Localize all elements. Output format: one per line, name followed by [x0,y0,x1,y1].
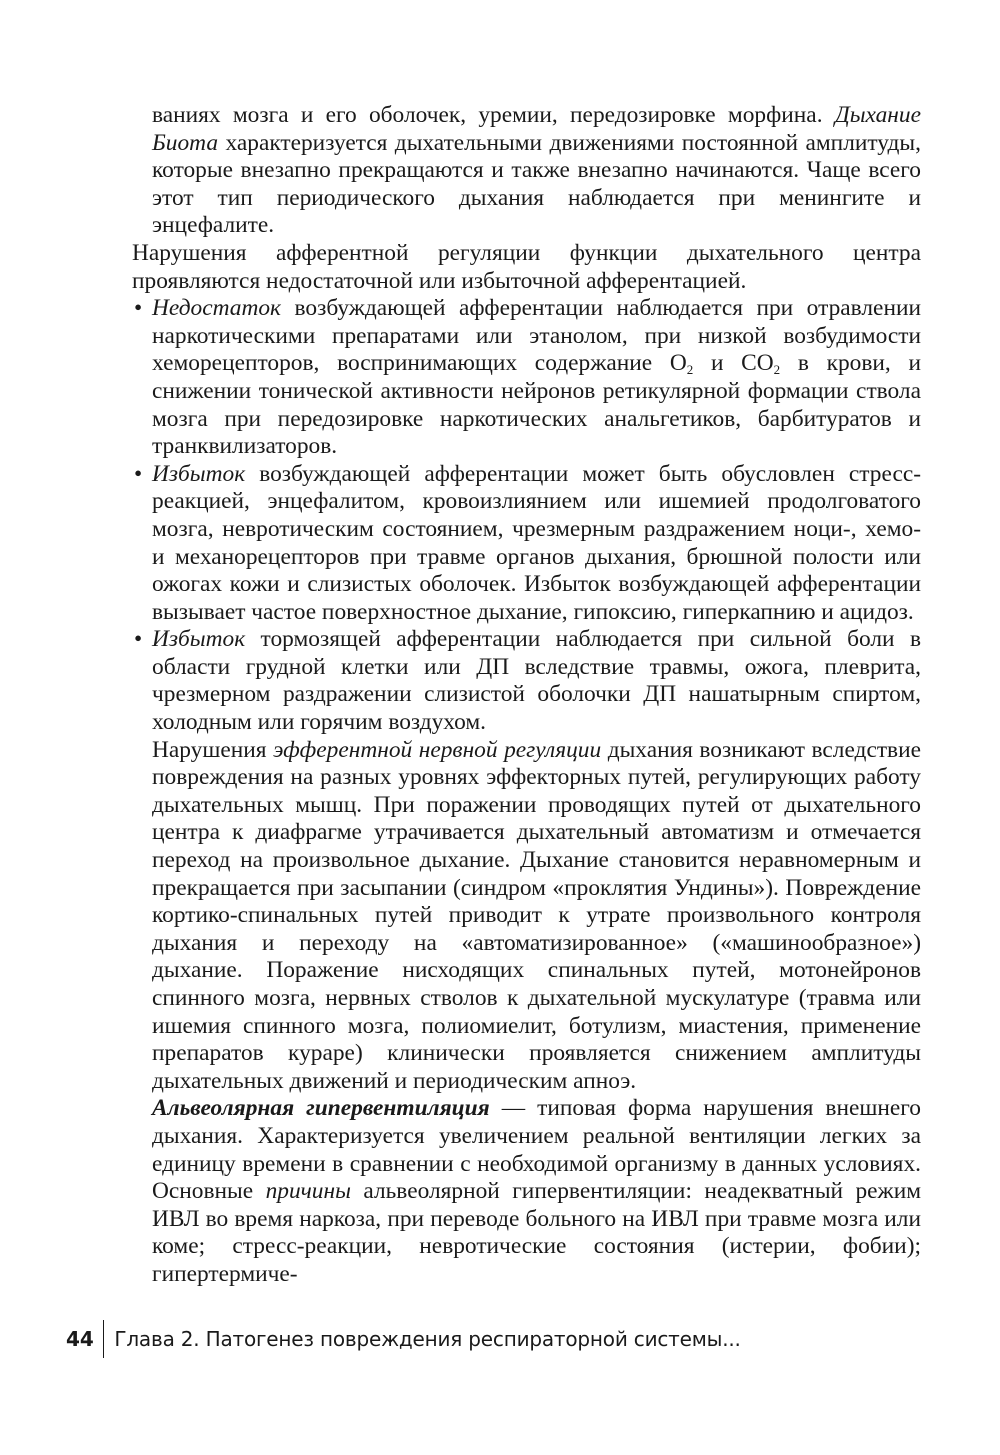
causes-term: причины [265,1178,351,1205]
continuation-text-a: ваниях мозга и его оболочек, уремии, передозировке морфина. [152,102,835,128]
afferent-bullet-list [132,295,921,737]
chapter-title: Глава 2. Патогенез повреждения респираторной системы... [114,1327,741,1351]
hyperventilation-text-b: альвеолярной гипервентиляции: неадекватный режим ИВЛ во время наркоза, при переводе больного на ИВЛ при травме мозга или коме; стресс-реакции, невротические состояния (истерии, фобии); гипертермиче- [152,1178,922,1287]
hyperventilation-text-a: — типовая форма нарушения внешнего дыхания. Характеризуется увеличением реальной вентиляции легких за единицу времени в сравнении с необходимой организму в данных условиях. Основные [152,1095,921,1205]
biot-breathing-term: Дыхание Биота [152,102,921,156]
bullet-item-excess-inhibitory [132,626,921,736]
hyperventilation-term: Альвеолярная гипервентиляция [152,1095,490,1122]
page-number: 44 [66,1327,94,1351]
page-footer [66,1319,741,1359]
afferent-intro-paragraph: Нарушения афферентной регуляции функции дыхательного центра проявляются недостаточной или избыточной афферентацией. [132,239,921,294]
bullet-text: возбуждающей афферентации может быть обусловлен стресс-реакцией, энцефалитом, кровоизлиянием или ишемией продолговатого мозга, невротическим состоянием, чрезмерным раздражением ноци-, хемо- и механорецепторов при травме органов дыхания, брюшной полости или ожогах кожи и слизистых оболочек. Избыток возбуждающей афферентации вызывает частое поверхностное дыхание, гипоксию, гиперкапнию и ацидоз. [152,460,921,625]
bullet-term: Недостаток [152,295,282,322]
bullet-item-excess-excitatory [132,461,921,627]
bullet-term: Избыток [152,460,246,487]
subscript: 2 [773,362,781,378]
continuation-paragraph [132,102,921,240]
page-body [132,102,921,1289]
bullet-text: и CO [693,350,774,377]
efferent-paragraph [132,737,921,1096]
efferent-text-a: Нарушения [152,736,274,763]
subscript: 2 [686,362,694,378]
efferent-text-b: дыхания возникают вследствие повреждения на разных уровнях эффекторных путей, регулирующих работу дыхательных мышц. При поражении проводящих путей от дыхательного центра к диафрагме утрачивается дыхательный автоматизм и отмечается переход на произвольное дыхание. Дыхание становится неравномерным и прекращается при засыпании (синдром «проклятия Ундины»). Повреждение кортико-спинальных путей приводит к утрате произвольного контроля дыхания и переходу на «автоматизированное» («машинообразное») дыхание. Поражение нисходящих спинальных путей, мотонейронов спинного мозга, нервных стволов к дыхательной мускулатуре (травма или ишемия спинного мозга, полиомиелит, ботулизм, миастения, применение препаратов кураре) клинически проявляется снижением амплитуды дыхательных движений и периодическим апноэ. [152,736,921,1094]
bullet-text: возбуждающей афферентации наблюдается при отравлении наркотическими препаратами или этанолом, при низкой возбудимости хеморецепторов, воспринимающих содержание O [152,295,921,377]
continuation-text-b: характеризуется дыхательными движениями постоянной амплитуды, которые внезапно прекращаются и также внезапно начинаются. Чаще всего этот тип периодического дыхания наблюдается при менингите и энцефалите. [152,129,921,239]
bullet-text: тормозящей афферентации наблюдается при сильной боли в области грудной клетки или ДП вследствие травмы, ожога, плеврита, чрезмерном раздражении слизистой оболочки ДП нашатырным спиртом, холодным или горячим воздухом. [152,626,921,736]
bullet-item-deficit [132,295,921,461]
efferent-term: эфферентной нервной регуляции [273,736,602,763]
hyperventilation-paragraph [132,1095,921,1288]
bullet-text: в крови, и снижении тонической активности нейронов ретикулярной формации ствола мозга при передозировке наркотических анальгетиков, барбитуратов и транквилизаторов. [152,350,921,460]
bullet-term: Избыток [152,626,246,653]
footer-divider [103,1320,105,1358]
